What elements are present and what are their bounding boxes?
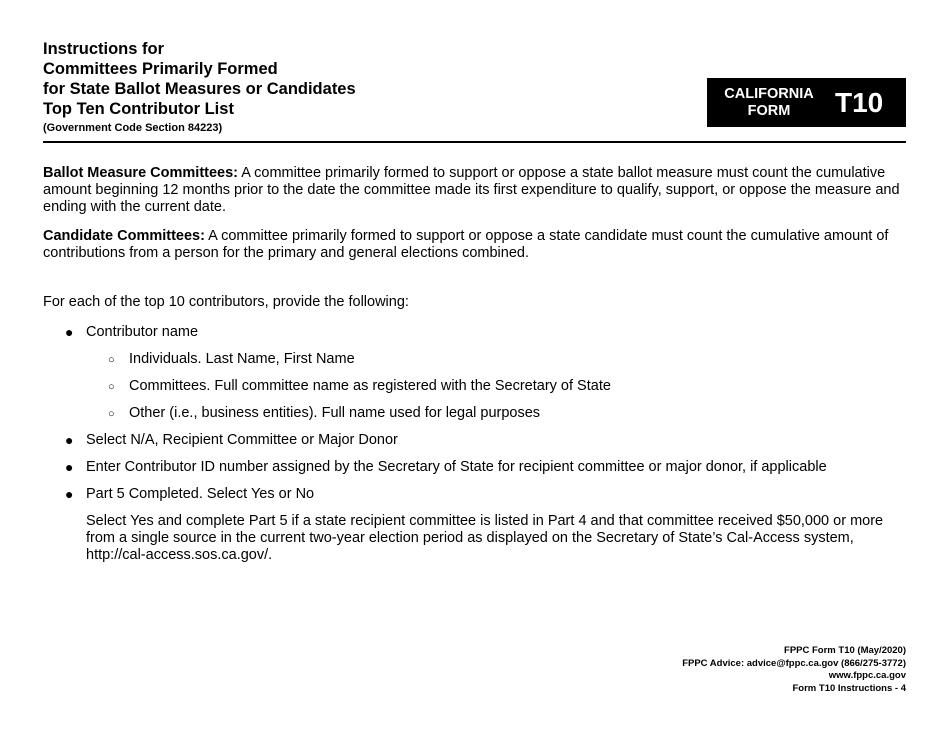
- part5-item: Part 5 Completed. Select Yes or No: [86, 486, 315, 502]
- name-format-sublist: [86, 351, 903, 422]
- bullet-icon: ●: [65, 324, 74, 340]
- ballot-measure-paragraph: [43, 165, 903, 216]
- sub-list-item: [86, 405, 903, 422]
- title-line: Top Ten Contributor List: [43, 100, 234, 118]
- contributor-id-item: Enter Contributor ID number assigned by the Secretary of State for recipient committee or major donor, if applicable: [86, 459, 827, 475]
- sub-item-text: Other (i.e., business entities). Full name used for legal purposes: [129, 405, 541, 421]
- instructions-body: [43, 165, 903, 574]
- bullet-icon: ●: [65, 486, 74, 502]
- contributor-name-item: Contributor name: [86, 324, 199, 340]
- candidate-text: A committee primarily formed to support or oppose a state candidate must count the cumulative amount of contributions from a person for the primary and general elections combined.: [43, 228, 889, 261]
- sub-list-item: [86, 378, 903, 395]
- page-footer: [682, 645, 906, 695]
- list-item: [43, 459, 903, 476]
- bullet-icon: ●: [65, 432, 74, 448]
- list-item: [43, 486, 903, 564]
- form-badge-form-line: FORM: [747, 102, 791, 119]
- form-badge: [707, 78, 906, 127]
- footer-page-number: Form T10 Instructions - 4: [792, 682, 906, 694]
- title-line: for State Ballot Measures or Candidates: [43, 80, 356, 98]
- contributor-requirements-list: [43, 324, 903, 564]
- intro-text: For each of the top 10 contributors, provide the following:: [43, 294, 409, 310]
- candidate-paragraph: [43, 228, 903, 262]
- select-na-item: Select N/A, Recipient Committee or Major Donor: [86, 432, 398, 448]
- ballot-measure-label: Ballot Measure Committees:: [43, 165, 238, 181]
- sub-item-text: Individuals. Last Name, First Name: [129, 351, 355, 367]
- footer-advice-contact: FPPC Advice: advice@fppc.ca.gov (866/275-3772): [682, 657, 906, 669]
- header-divider: [43, 141, 906, 143]
- title-line: Instructions for: [43, 40, 165, 58]
- list-item: [43, 324, 903, 422]
- sub-list-item: [86, 351, 903, 368]
- circle-bullet-icon: ○: [108, 381, 115, 393]
- footer-website: www.fppc.ca.gov: [828, 670, 906, 681]
- title-line: Committees Primarily Formed: [43, 60, 278, 78]
- circle-bullet-icon: ○: [108, 408, 115, 420]
- list-item: [43, 432, 903, 449]
- candidate-label: Candidate Committees:: [43, 228, 205, 244]
- footer-form-version: FPPC Form T10 (May/2020): [784, 645, 906, 656]
- bullet-icon: ●: [65, 459, 74, 475]
- sub-item-text: Committees. Full committee name as registered with the Secretary of State: [129, 378, 611, 394]
- circle-bullet-icon: ○: [108, 354, 115, 366]
- form-badge-state: [707, 86, 831, 120]
- part5-note: Select Yes and complete Part 5 if a state recipient committee is listed in Part 4 and that committee received $50,000 or more from a single source in the current two-year election period as displayed on the Secretary of State’s Cal-Access system, http://cal-access.sos.ca.gov/.: [86, 513, 884, 563]
- ballot-measure-text: A committee primarily formed to support or oppose a state ballot measure must count the cumulative amount beginning 12 months prior to the date the committee made its first expenditure to qualify, support, or oppose the measure and ending with the current date.: [43, 165, 900, 215]
- document-subtitle: (Government Code Section 84223): [43, 122, 223, 134]
- form-badge-code: T10: [835, 86, 884, 118]
- document-title: [43, 39, 356, 135]
- form-badge-state-line: CALIFORNIA: [724, 85, 814, 102]
